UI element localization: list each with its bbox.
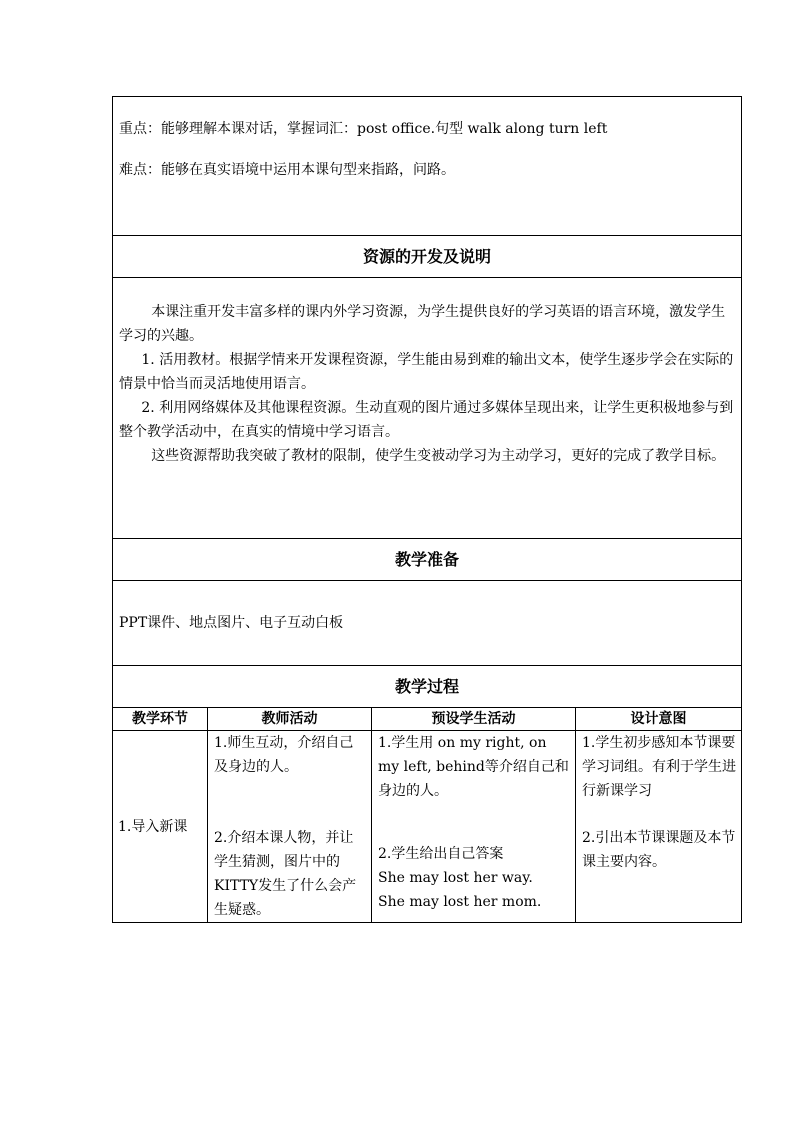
- preparation-title: 教学准备: [113, 539, 742, 581]
- resources-title: 资源的开发及说明: [113, 236, 742, 278]
- resources-paragraph: 这些资源帮助我突破了教材的限制，使学生变被动学习为主动学习，更好的完成了教学目标。: [151, 448, 726, 464]
- process-title: 教学过程: [113, 666, 742, 708]
- lesson-plan-document: [112, 96, 741, 923]
- design-intent: 2.引出本节课课题及本节课主要内容。: [582, 830, 736, 870]
- resources-paragraph: 2. 利用网络媒体及其他课程资源。生动直观的图片通过多媒体呈现出来，让学生更积极地参与到整个教学活动中，在真实的情境中学习语言。: [119, 400, 734, 440]
- teacher-activity-cell: [208, 731, 372, 923]
- focus-text: 重点：能够理解本课对话，掌握词汇：post office.句型 walk along turn left: [119, 121, 608, 137]
- design-intent-cell: [576, 731, 742, 923]
- resources-paragraph: 本课注重开发丰富多样的课内外学习资源，为学生提供良好的学习英语的语言环境，激发学生学习的兴趣。: [119, 304, 726, 344]
- table-row: [113, 731, 742, 923]
- column-header-intent: 设计意图: [576, 708, 742, 731]
- column-header-student: 预设学生活动: [372, 708, 576, 731]
- resources-paragraph: 1. 活用教材。根据学情来开发课程资源，学生能由易到难的输出文本，使学生逐步学会在实际的情景中恰当而灵活地使用语言。: [119, 352, 734, 392]
- student-activity-cell: [372, 731, 576, 923]
- teacher-activity: 1.师生互动，介绍自己及身边的人。: [214, 735, 354, 775]
- design-intent: 1.学生初步感知本节课要学习词组。有利于学生进行新课学习: [582, 735, 736, 799]
- difficulty-text: 难点：能够在真实语境中运用本课句型来指路，问路。: [119, 162, 455, 178]
- teacher-activity: 2.介绍本课人物，并让学生猜测，图片中的KITTY发生了什么会产生疑惑。: [214, 830, 357, 918]
- student-activity: 2.学生给出自己答案: [378, 846, 504, 862]
- student-activity: 1.学生用 on my right, on my left, behind等介绍自己和身边的人。: [378, 735, 569, 799]
- student-activity: She may lost her mom.: [378, 894, 542, 910]
- column-header-teacher: 教师活动: [208, 708, 372, 731]
- key-points-cell: [113, 97, 742, 236]
- preparation-content: PPT课件、地点图片、电子互动白板: [113, 581, 742, 666]
- resources-content: [113, 278, 742, 539]
- stage-cell: 1.导入新课: [113, 731, 208, 923]
- student-activity: She may lost her way.: [378, 870, 533, 886]
- lesson-plan-table: [112, 96, 742, 923]
- column-header-stage: 教学环节: [113, 708, 208, 731]
